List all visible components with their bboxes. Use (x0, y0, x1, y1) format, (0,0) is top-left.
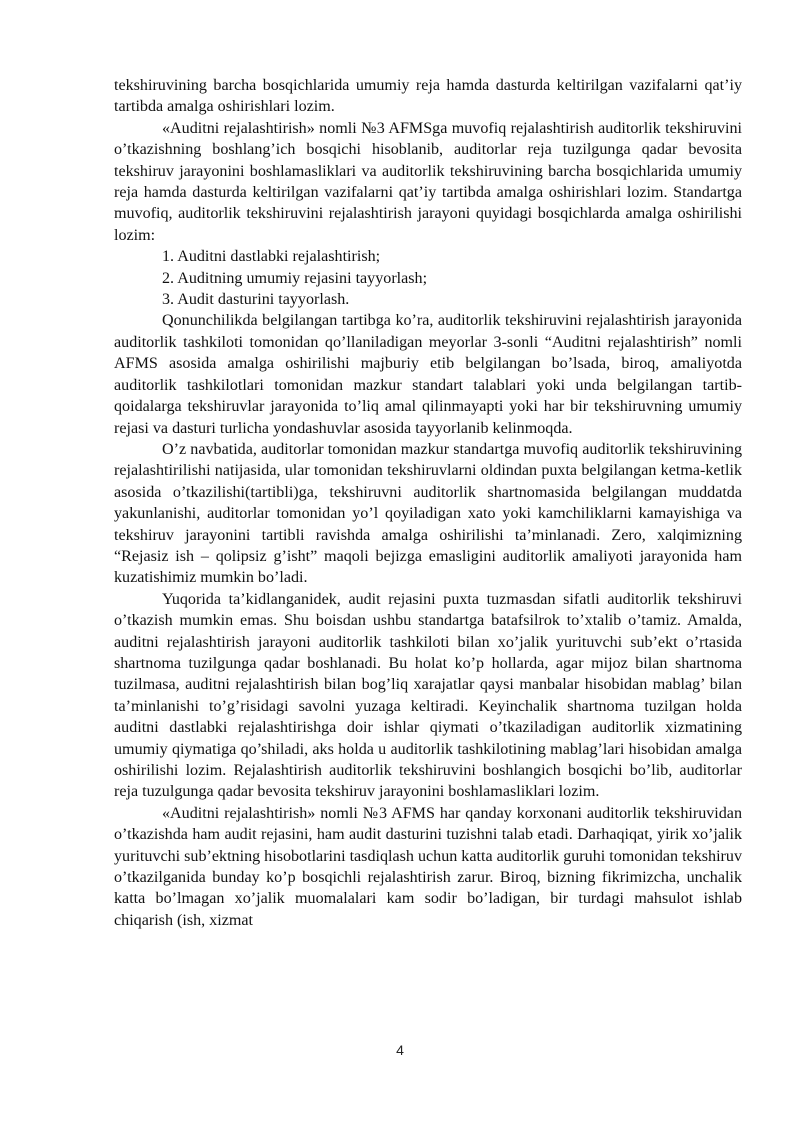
paragraph-continuation: tekshiruvining barcha bosqichlarida umumiy reja hamda dasturda keltirilgan vazifalarni qat’iy tartibda amalga oshirishlari lozim. (114, 77, 742, 116)
document-body (114, 75, 742, 931)
list-item: 1. Auditni dastlabki rejalashtirish; (162, 248, 381, 266)
list-item: 2. Auditning umumiy rejasini tayyorlash; (162, 269, 428, 287)
page-number: 4 (396, 1042, 404, 1058)
list-item: 3. Audit dasturini tayyorlash. (162, 291, 350, 309)
paragraph-legislation: Qonunchilikda belgilangan tartibga ko’ra, auditorlik tekshiruvini rejalashtirish jarayonida auditorlik tashkiloti tomonidan qo’llaniladigan meyorlar 3-sonli “Auditni rejalashtirish” nomli AFMS asosida amalga oshirilishi majburiy etib belgilangan bo’lsada, biroq, amaliyotda auditorlik tashkilotlari tomonidan mazkur standart talablari yoki unda belgilangan tartib-qoidalarga tekshiruvlar jarayonida to’liq amal qilinmayapti yoki har bir tekshiruvning umumiy rejasi va dasturi turlicha yondashuvlar asosida tayyorlanib kelinmoqda. (114, 312, 742, 437)
paragraph-standard-intro: «Auditni rejalashtirish» nomli №3 AFMSga muvofiq rejalashtirish auditorlik tekshiruvini o’tkazishning boshlang’ich bosqichi hisoblanib, auditorlar reja tuzilgunga qadar bevosita tekshiruv jarayonini boshlamasliklari va auditorlik tekshiruvining barcha bosqichlarida umumiy reja hamda dasturda keltirilgan vazifalarni qat’iy tartibda amalga oshirishlari lozim. Standartga muvofiq, auditorlik tekshiruvini rejalashtirish jarayoni quyidagi bosqichlarda amalga oshirilishi lozim: (114, 119, 742, 244)
paragraph-audit-plan: Yuqorida ta’kidlanganidek, audit rejasini puxta tuzmasdan sifatli auditorlik tekshiruvi o’tkazish mumkin emas. Shu boisdan ushbu standartga batafsilrok to’xtalib o’tamiz. Amalda, auditni rejalashtirish jarayoni auditorlik tashkiloti bilan xo’jalik yurituvchi sub’ekt o’rtasida shartnoma tuzilgunga qadar boshlanadi. Bu holat ko’p hollarda, agar mijoz bilan shartnoma tuzilmasa, auditni rejalashtirish bilan bog’liq xarajatlar qaysi manbalar hisobidan mablag’ bilan ta’minlanishi to’g’risidagi savolni yuzaga keltiradi. Keyinchalik shartnoma tuzilgan holda auditni dastlabki rejalashtirishga doir ishlar qiymati o’tkaziladigan auditorlik xizmatining umumiy qiymatiga qo’shiladi, aks holda u auditorlik tashkilotining mablag’lari hisobidan amalga oshirilishi lozim. Rejalashtirish auditorlik tekshiruvini boshlangich bosqichi bo’lib, auditorlar reja tuzulgunga qadar bevosita tekshiruv jarayonini boshlamasliklari lozim. (114, 590, 742, 801)
paragraph-planning-results: O’z navbatida, auditorlar tomonidan mazkur standartga muvofiq auditorlik tekshiruvining rejalashtirilishi natijasida, ular tomonidan tekshiruvlarni oldindan puxta belgilangan ketma-ketlik asosida o’tkazilishi(tartibli)ga, tekshiruvni auditorlik shartnomasida belgilangan muddatda yakunlanishi, auditorlar tomonidan yo’l qoyiladigan xato yoki kamchiliklarni kamayishiga va tekshiruv jarayonini tartibli ravishda amalga oshirilishi ta’minlanadi. Zero, xalqimizning “Rejasiz ish – qolipsiz g’isht” maqoli bejizga emasligini auditorlik amaliyoti jarayonida ham kuzatishimiz mumkin bo’ladi. (114, 440, 742, 587)
paragraph-afms-requirements: «Auditni rejalashtirish» nomli №3 AFMS har qanday korxonani auditorlik tekshiruvidan o’tkazishda ham audit rejasini, ham audit dasturini tuzishni talab etadi. Darhaqiqat, yirik xo’jalik yurituvchi sub’ektning hisobotlarini tasdiqlash uchun katta auditorlik guruhi tomonidan tekshiruv o’tkazilganida bunday ko’p bosqichli rejalashtirish zarur. Biroq, bizning fikrimizcha, unchalik katta bo’lmagan xo’jalik muomalalari kam sodir bo’ladigan, bir turdagi mahsulot ishlab chiqarish (ish, xizmat (114, 804, 743, 929)
